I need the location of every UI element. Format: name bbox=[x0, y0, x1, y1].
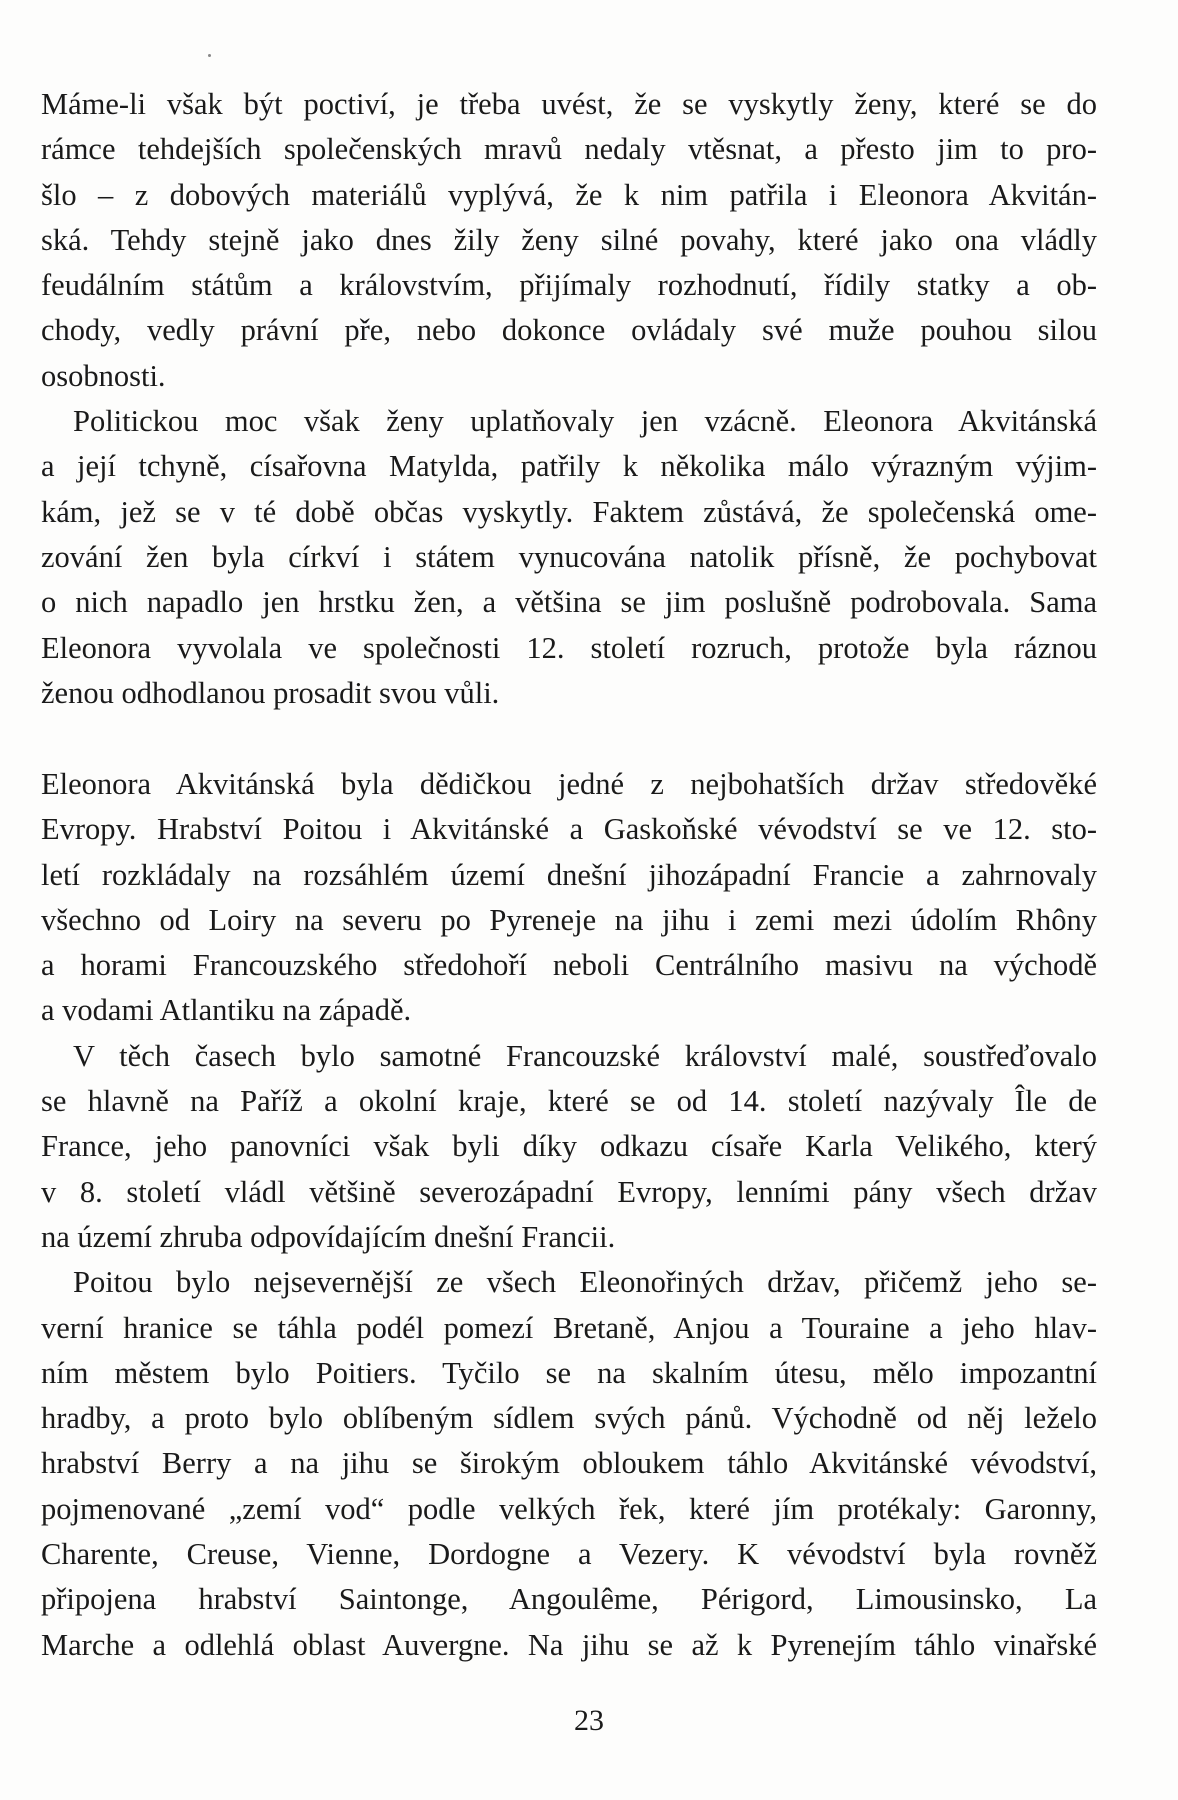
text-line: ženou odhodlanou prosadit svou vůli. bbox=[41, 675, 500, 710]
text-line: šlo – z dobových materiálů vyplývá, že k nim patřila i Eleonora Akvitán- bbox=[41, 177, 1097, 212]
text-line: se hlavně na Paříž a okolní kraje, které se od 14. století nazývaly Île de bbox=[41, 1084, 1097, 1119]
text-line: Politickou moc však ženy uplatňovaly jen vzácně. Eleonora Akvitánská bbox=[73, 404, 1097, 439]
text-section-2 bbox=[41, 762, 1097, 1668]
text-line: osobnosti. bbox=[41, 358, 166, 393]
text-line: France, jeho panovníci však byli díky odkazu císaře Karla Velikého, který bbox=[41, 1129, 1097, 1164]
text-line: pojmenované „zemí vod“ podle velkých řek, které jím protékaly: Garonny, bbox=[41, 1491, 1097, 1526]
text-line: V těch časech bylo samotné Francouzské království malé, soustřeďovalo bbox=[73, 1038, 1097, 1073]
text-line: verní hranice se táhla podél pomezí Bretaně, Anjou a Touraine a jeho hlav- bbox=[41, 1310, 1097, 1345]
text-line: ská. Tehdy stejně jako dnes žily ženy silné povahy, které jako ona vládly bbox=[41, 222, 1097, 257]
text-line: Eleonora Akvitánská byla dědičkou jedné z nejbohatších držav středověké bbox=[41, 767, 1097, 801]
text-line: rámce tehdejších společenských mravů nedaly vtěsnat, a přesto jim to pro- bbox=[41, 132, 1097, 167]
text-line: Eleonora vyvolala ve společnosti 12. století rozruch, protože byla ráznou bbox=[41, 630, 1097, 665]
text-line: Marche a odlehlá oblast Auvergne. Na jihu se až k Pyrenejím táhlo vinařské bbox=[41, 1627, 1097, 1662]
text-line: v 8. století vládl většině severozápadní Evropy, lenními pány všech držav bbox=[41, 1174, 1097, 1209]
text-line: Máme-li však být poctiví, je třeba uvést, že se vyskytly ženy, které se do bbox=[41, 87, 1097, 121]
text-line: na území zhruba odpovídajícím dnešní Francii. bbox=[41, 1219, 616, 1254]
text-line: hrabství Berry a na jihu se širokým obloukem táhlo Akvitánské vévodství, bbox=[41, 1446, 1097, 1481]
text-line: Evropy. Hrabství Poitou i Akvitánské a Gaskoňské vévodství se ve 12. sto- bbox=[41, 812, 1097, 847]
text-line: připojena hrabství Saintonge, Angoulême, Périgord, Limousinsko, La bbox=[41, 1582, 1097, 1617]
text-section-1 bbox=[41, 82, 1097, 716]
text-line: kám, jež se v té době občas vyskytly. Faktem zůstává, že společenská ome- bbox=[41, 494, 1097, 529]
page-number: 23 bbox=[574, 1704, 604, 1737]
text-line: a vodami Atlantiku na západě. bbox=[41, 993, 412, 1028]
text-line: chody, vedly právní pře, nebo dokonce ovládaly své muže pouhou silou bbox=[41, 313, 1097, 348]
text-line: zování žen byla církví i státem vynucována natolik přísně, že pochybovat bbox=[41, 539, 1097, 574]
text-line: a horami Francouzského středohoří neboli Centrálního masivu na východě bbox=[41, 948, 1097, 983]
text-line: o nich napadlo jen hrstku žen, a většina se jim poslušně podrobovala. Sama bbox=[41, 585, 1097, 620]
text-line: Charente, Creuse, Vienne, Dordogne a Vezery. K vévodství byla rovněž bbox=[41, 1537, 1097, 1572]
text-line: ním městem bylo Poitiers. Tyčilo se na skalním útesu, mělo impozantní bbox=[41, 1355, 1097, 1390]
text-line: hradby, a proto bylo oblíbeným sídlem svých pánů. Východně od něj leželo bbox=[41, 1401, 1097, 1436]
text-line: feudálním státům a královstvím, přijímaly rozhodnutí, řídily statky a ob- bbox=[41, 268, 1097, 303]
text-line: letí rozkládaly na rozsáhlém území dnešní jihozápadní Francie a zahrnovaly bbox=[41, 857, 1097, 892]
text-line: a její tchyně, císařovna Matylda, patřily k několika málo výrazným výjim- bbox=[41, 449, 1097, 484]
scan-speck bbox=[208, 54, 211, 57]
text-line: Poitou bylo nejsevernější ze všech Eleonořiných držav, přičemž jeho se- bbox=[73, 1265, 1097, 1300]
text-line: všechno od Loiry na severu po Pyreneje na jihu i zemi mezi údolím Rhôny bbox=[41, 902, 1097, 937]
